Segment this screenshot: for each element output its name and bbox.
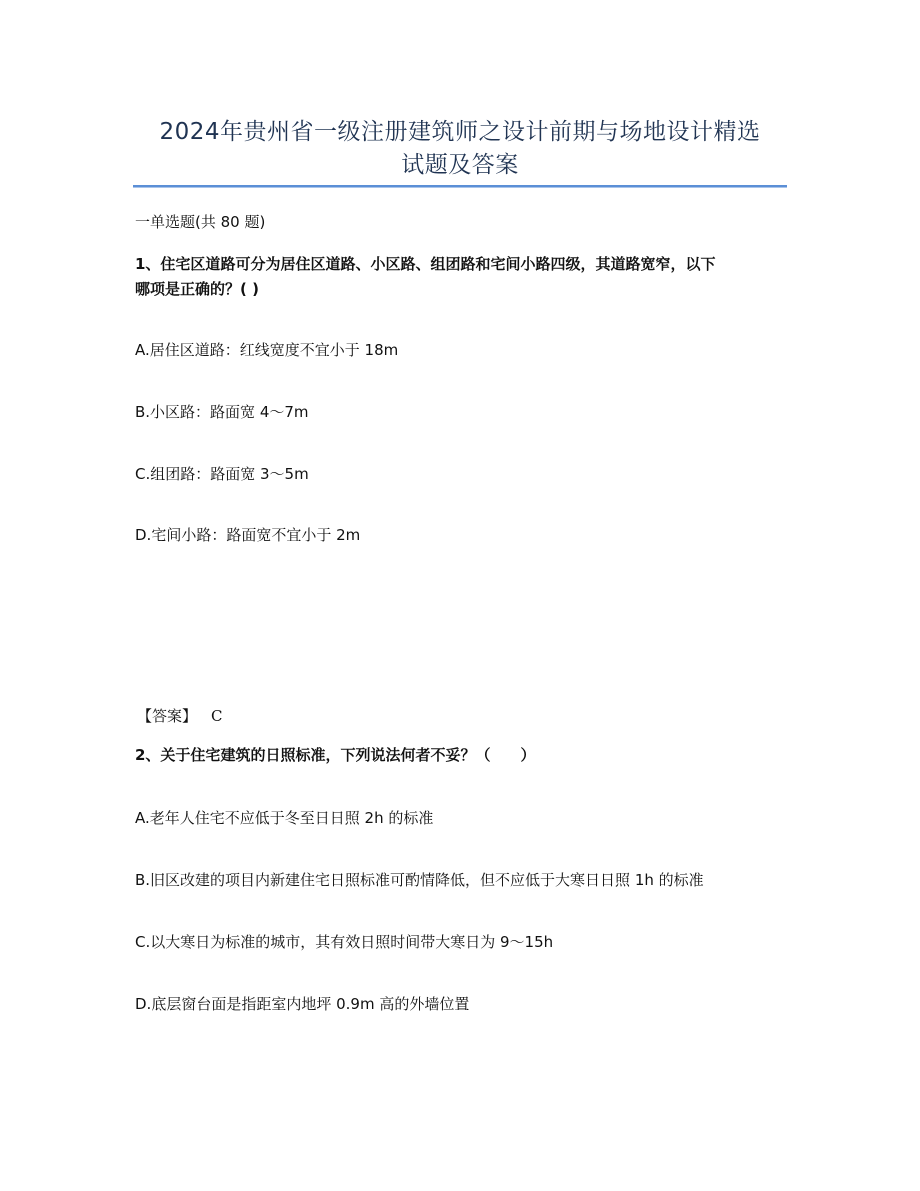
question-2-option-b: B.旧区改建的项目内新建住宅日照标准可酌情降低，但不应低于大寒日日照 1h 的标准: [135, 871, 704, 889]
document-title-line-2: 试题及答案: [401, 152, 519, 178]
question-1-option-a: A.居住区道路：红线宽度不宜小于 18m: [135, 341, 399, 359]
question-1-option-b: B.小区路：路面宽 4～7m: [135, 403, 309, 421]
question-2-stem: 2、关于住宅建筑的日照标准，下列说法何者不妥？（ ）: [135, 746, 536, 764]
question-1-answer: [137, 705, 223, 727]
question-1-stem-line-2: 哪项是正确的？( ): [135, 280, 259, 298]
question-1-option-c: C.组团路：路面宽 3～5m: [135, 465, 309, 483]
question-1-option-d: D.宅间小路：路面宽不宜小于 2m: [135, 526, 361, 544]
section-heading: 一单选题(共 80 题): [135, 213, 266, 231]
question-2-option-c: C.以大寒日为标准的城市，其有效日照时间带大寒日为 9～15h: [135, 933, 554, 951]
answer-value: C: [211, 707, 223, 725]
question-1-stem-line-1: 1、住宅区道路可分为居住区道路、小区路、组团路和宅间小路四级，其道路宽窄，以下: [135, 255, 716, 273]
answer-label: 【答案】: [137, 707, 198, 725]
question-2-option-d: D.底层窗台面是指距室内地坪 0.9m 高的外墙位置: [135, 995, 470, 1013]
document-title-line-1: 2024年贵州省一级注册建筑师之设计前期与场地设计精选: [159, 119, 761, 145]
question-2-option-a: A.老年人住宅不应低于冬至日日照 2h 的标准: [135, 809, 434, 827]
title-divider: [133, 185, 787, 188]
